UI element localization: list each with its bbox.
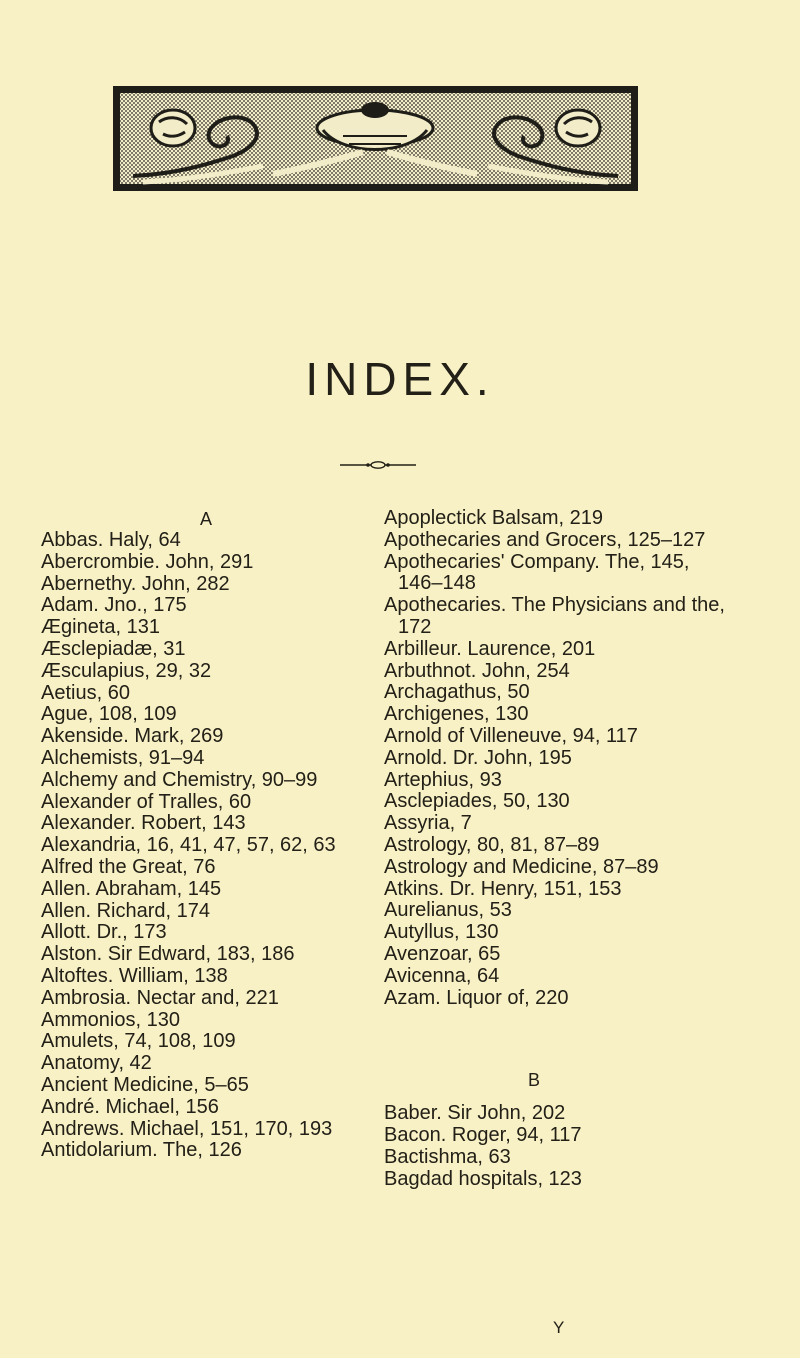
index-entry: Alexandria, 16, 41, 47, 57, 62, 63	[41, 834, 336, 857]
index-entry: Apothecaries. The Physicians and the, 172	[384, 594, 725, 638]
index-entry: Ægineta, 131	[41, 616, 160, 639]
index-entry: Bactishma, 63	[384, 1145, 511, 1168]
index-entry: Allen. Abraham, 145	[41, 877, 222, 900]
index-entry: Altoftes. William, 138	[41, 964, 228, 987]
index-entry: Astrology, 80, 81, 87–89	[384, 833, 600, 856]
index-entry: Arnold of Villeneuve, 94, 117	[384, 724, 638, 747]
index-entry: Bacon. Roger, 94, 117	[384, 1124, 582, 1147]
index-entry: Baber. Sir John, 202	[384, 1102, 566, 1125]
index-entry: Aurelianus, 53	[384, 899, 512, 922]
index-entry: Asclepiades, 50, 130	[384, 790, 570, 813]
index-entry: Allen. Richard, 174	[41, 899, 210, 922]
index-entry: Alexander of Tralles, 60	[41, 790, 252, 813]
index-entry: Ambrosia. Nectar and, 221	[41, 986, 279, 1009]
index-entry: Alston. Sir Edward, 183, 186	[41, 943, 295, 966]
index-entry: Æsculapius, 29, 32	[41, 659, 212, 682]
index-entry: Alchemists, 91–94	[41, 746, 205, 769]
index-entry: Antidolarium. The, 126	[41, 1139, 242, 1162]
index-entry: Apothecaries and Grocers, 125–127	[384, 528, 706, 551]
index-entry: Æsclepiadæ, 31	[41, 637, 186, 660]
index-entry: Ammonios, 130	[41, 1008, 180, 1031]
index-entry: Autyllus, 130	[384, 921, 499, 944]
decorative-header-banner	[113, 86, 638, 191]
section-letter-b: B	[527, 1070, 540, 1091]
index-entry: Azam. Liquor of, 220	[384, 986, 569, 1009]
signature-mark: Y	[553, 1318, 565, 1337]
index-entry: Akenside. Mark, 269	[41, 725, 224, 748]
index-entry: Aetius, 60	[41, 681, 130, 704]
index-entry: Bagdad hospitals, 123	[384, 1167, 582, 1190]
index-entry: Avenzoar, 65	[384, 942, 501, 965]
index-entry: Arnold. Dr. John, 195	[384, 746, 572, 769]
index-entry: Artephius, 93	[384, 768, 502, 791]
index-entry: Ague, 108, 109	[41, 703, 177, 726]
index-entry: Alchemy and Chemistry, 90–99	[41, 768, 318, 791]
index-entry: Abbas. Haly, 64	[41, 529, 181, 551]
index-entry: Adam. Jno., 175	[41, 594, 187, 617]
index-entry: André. Michael, 156	[41, 1095, 219, 1118]
index-column-left	[41, 508, 359, 1162]
index-entry: Archigenes, 130	[384, 703, 529, 726]
index-entry: Abercrombie. John, 291	[41, 550, 254, 573]
index-entry: Abernethy. John, 282	[41, 572, 230, 595]
index-entry: Ancient Medicine, 5–65	[41, 1073, 249, 1096]
page-title: INDEX.	[305, 353, 495, 405]
index-column-right	[384, 508, 744, 1191]
index-entry: Arbuthnot. John, 254	[384, 659, 570, 682]
section-gap	[384, 1009, 744, 1069]
index-entry: Atkins. Dr. Henry, 151, 153	[384, 877, 622, 900]
index-entry: Anatomy, 42	[41, 1052, 152, 1075]
index-entry: Astrology and Medicine, 87–89	[384, 855, 659, 878]
index-entry: Apoplectick Balsam, 219	[384, 507, 604, 529]
index-entry: Avicenna, 64	[384, 964, 500, 987]
index-entry: Assyria, 7	[384, 812, 472, 835]
index-entry: Andrews. Michael, 151, 170, 193	[41, 1117, 333, 1140]
index-entry: Amulets, 74, 108, 109	[41, 1030, 236, 1053]
index-entry: Apothecaries' Company. The, 145, 146–148	[384, 550, 690, 595]
section-letter-a: A	[199, 509, 212, 529]
index-entry: Arbilleur. Laurence, 201	[384, 637, 596, 660]
index-entry: Allott. Dr., 173	[41, 921, 167, 944]
title-divider-ornament	[340, 460, 416, 470]
index-entry: Archagathus, 50	[384, 681, 530, 704]
index-entry: Alfred the Great, 76	[41, 855, 216, 878]
index-entry: Alexander. Robert, 143	[41, 812, 246, 835]
